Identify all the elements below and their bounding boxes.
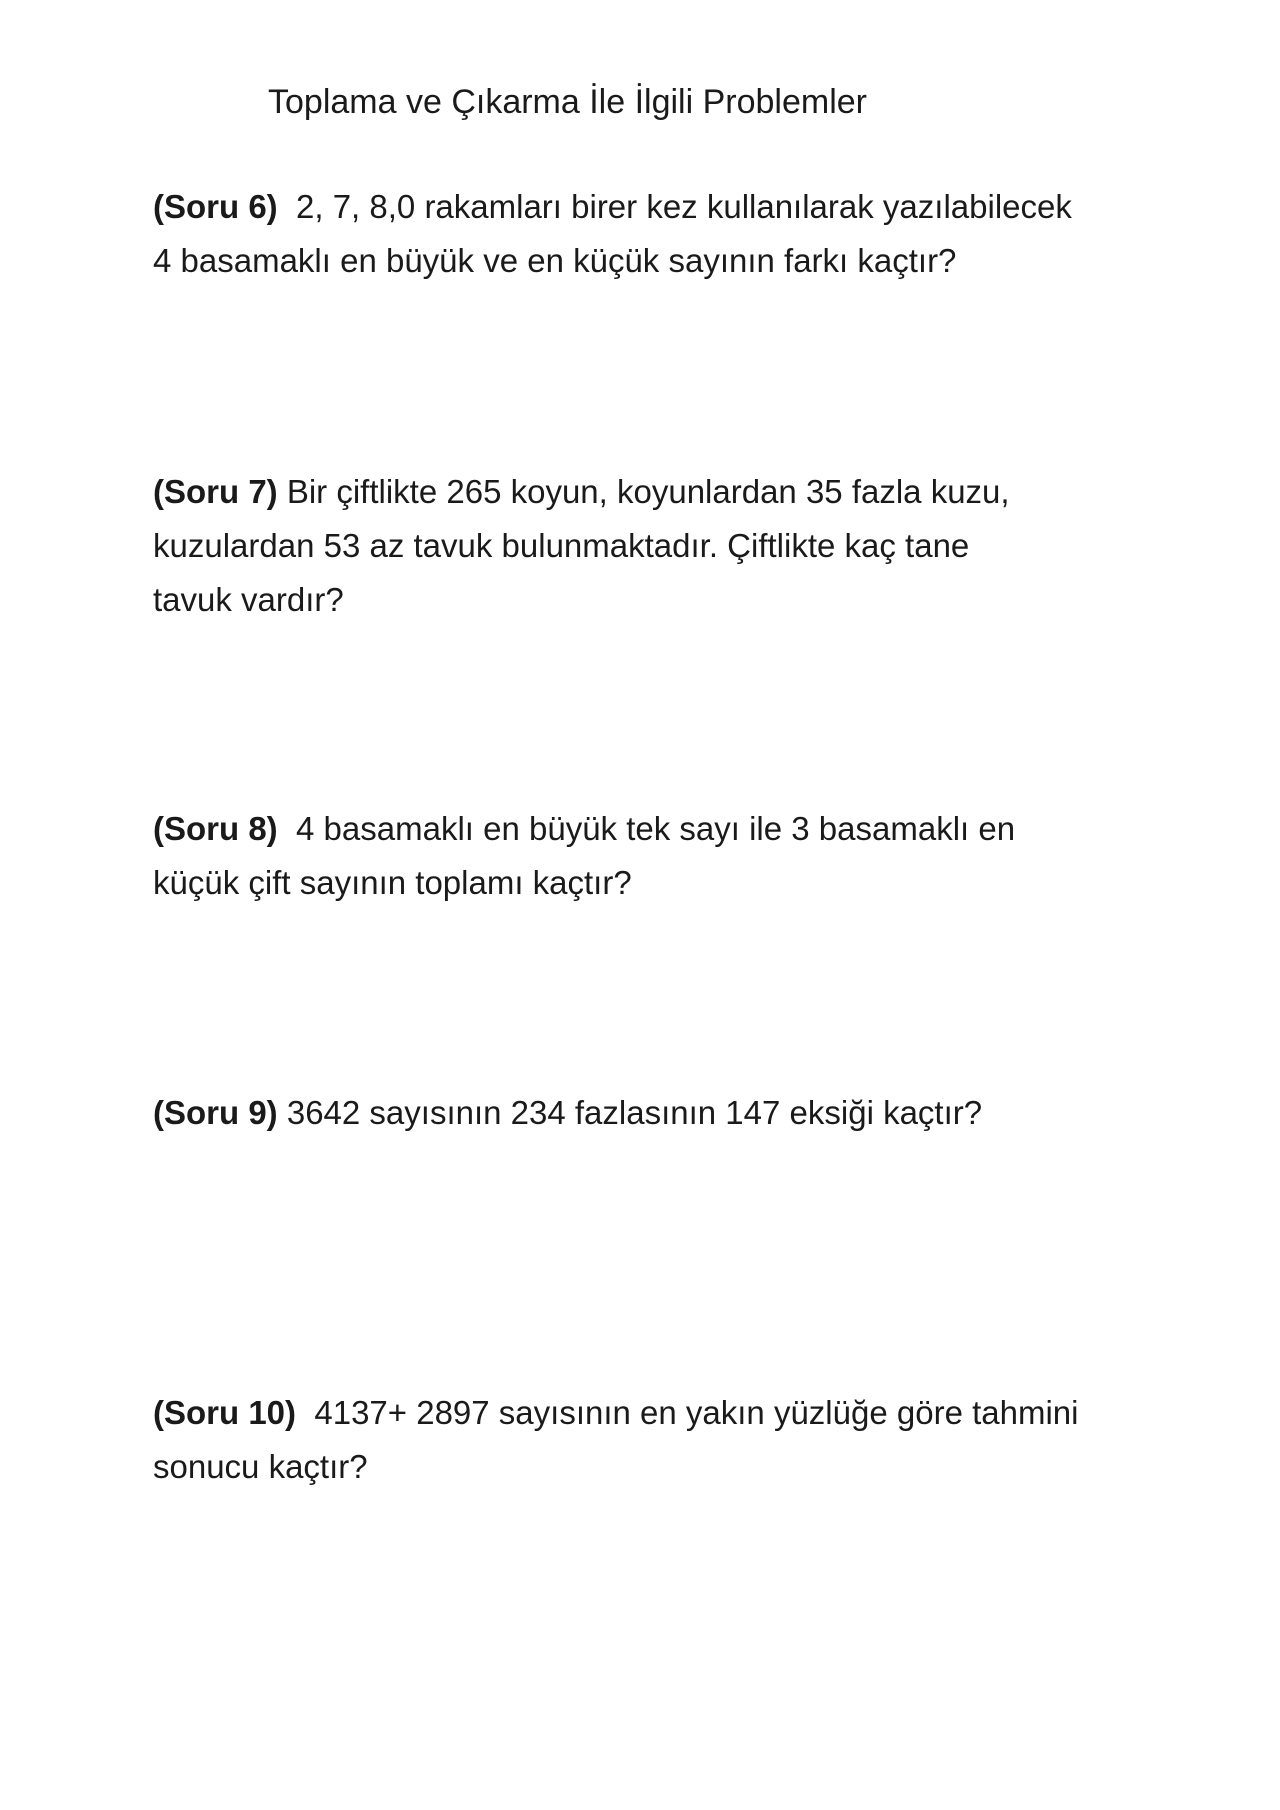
question-label: (Soru 10): [153, 1394, 297, 1431]
question-text: kuzulardan 53 az tavuk bulunmaktadır. Çiftlikte kaç tane: [153, 527, 970, 564]
question-label: (Soru 8): [153, 810, 278, 847]
question-9: [153, 1086, 1163, 1140]
question-label: (Soru 6): [153, 188, 278, 225]
worksheet-title: Toplama ve Çıkarma İle İlgili Problemler: [268, 83, 867, 121]
question-text: Bir çiftlikte 265 koyun, koyunlardan 35 fazla kuzu,: [286, 473, 1010, 510]
question-text: sonucu kaçtır?: [153, 1448, 368, 1485]
question-text: tavuk vardır?: [153, 581, 344, 618]
question-8: [153, 802, 1163, 910]
question-text: 4137+ 2897 sayısının en yakın yüzlüğe göre tahmini: [314, 1394, 1079, 1431]
question-line: [153, 1386, 1163, 1440]
question-text: 3642 sayısının 234 fazlasının 147 eksiği kaçtır?: [286, 1094, 983, 1131]
question-10: [153, 1386, 1163, 1494]
question-line: [153, 180, 1163, 234]
question-text: 4 basamaklı en büyük tek sayı ile 3 basamaklı en: [296, 810, 1016, 847]
question-label: (Soru 7): [153, 473, 278, 510]
question-line: [153, 1086, 1163, 1140]
question-7: [153, 465, 1163, 627]
question-label: (Soru 9): [153, 1094, 278, 1131]
question-line: [153, 465, 1163, 519]
question-line: [153, 802, 1163, 856]
question-text: küçük çift sayının toplamı kaçtır?: [153, 864, 632, 901]
question-text: 2, 7, 8,0 rakamları birer kez kullanılarak yazılabilecek: [296, 188, 1072, 225]
question-text: 4 basamaklı en büyük ve en küçük sayının farkı kaçtır?: [153, 242, 957, 279]
question-6: [153, 180, 1163, 288]
